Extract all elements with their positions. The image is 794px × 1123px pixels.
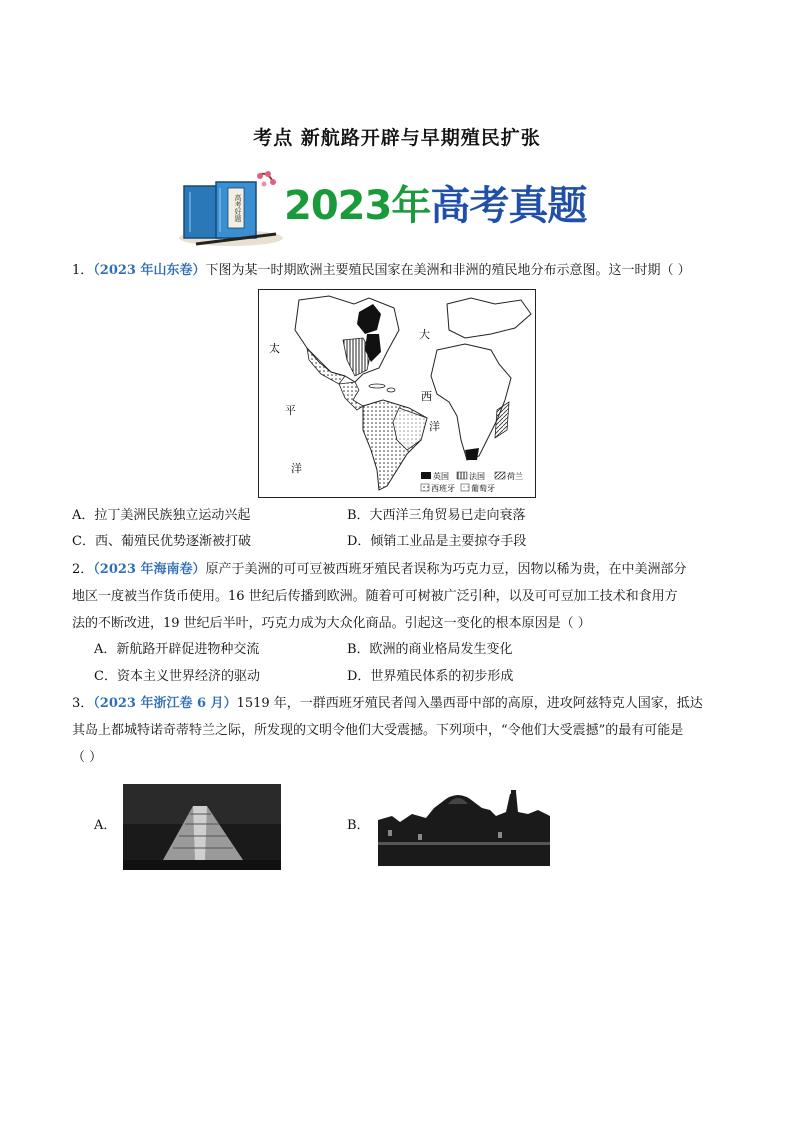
legend-swatch-netherlands: [495, 472, 505, 479]
option-b: B．: [347, 818, 370, 833]
legend-label: 葡萄牙: [471, 484, 495, 493]
question-line: 法的不断改进，19 世纪后半叶，巧克力成为大众化商品。引起这一变化的根本原因是（ ）: [72, 616, 591, 631]
question-1: [72, 257, 724, 284]
question-text: 原产于美洲的可可豆被西班牙殖民者误称为巧克力豆，因物以稀为贵，在中美洲部分: [205, 562, 687, 577]
option-d: D．世界殖民体系的初步形成: [347, 669, 514, 684]
question-text: 下图为某一时期欧洲主要殖民国家在美洲和非洲的殖民地分布示意图。这一时期（ ）: [205, 263, 691, 278]
banner-year: 2023年: [284, 183, 431, 229]
option-a: A．新航路开辟促进物种交流: [94, 642, 260, 657]
pyramid-photo: [123, 784, 281, 870]
question-text: 1519 年，一群西班牙殖民者闯入墨西哥中部的高原，进攻阿兹特克人国家，抵达: [236, 696, 703, 711]
ocean-label: 大: [419, 328, 430, 341]
legend-label: 荷兰: [507, 472, 523, 481]
legend-swatch-france: [457, 472, 467, 479]
banner-heading: [284, 174, 586, 231]
question-2: [72, 556, 724, 637]
section-banner: [176, 168, 616, 248]
question-line: （ ）: [72, 750, 103, 765]
option-a: A．拉丁美洲民族独立运动兴起: [72, 508, 251, 523]
option-b: B．大西洋三角贸易已走向衰落: [347, 508, 526, 523]
question-number: 2．: [72, 562, 94, 577]
question-line: [72, 690, 724, 717]
ocean-label: 平: [285, 404, 296, 417]
ocean-label: 太: [269, 342, 280, 355]
option-a: A．: [94, 818, 117, 833]
question-3: [72, 690, 724, 771]
legend-label: 法国: [469, 472, 485, 481]
question-source: （2023 年海南卷）: [93, 562, 206, 577]
legend-label: 西班牙: [431, 484, 455, 493]
option-d: D．倾销工业品是主要掠夺手段: [347, 534, 527, 549]
question-source: （2023 年山东卷）: [93, 263, 206, 278]
ocean-label: 西: [421, 390, 432, 403]
legend-swatch-britain: [421, 472, 431, 479]
banner-title: 高考真题: [430, 183, 587, 229]
book-label: 高考好题: [234, 194, 242, 222]
option-c: C．西、葡殖民优势逐渐被打破: [72, 534, 251, 549]
option-c: C．资本主义世界经济的驱动: [94, 669, 260, 684]
cathedral-photo: [378, 786, 550, 866]
ocean-label: 洋: [291, 462, 302, 475]
question-source: （2023 年浙江卷 6 月）: [93, 696, 237, 711]
page-title: 考点 新航路开辟与早期殖民扩张: [253, 127, 541, 149]
legend-swatch-spain: [421, 484, 429, 491]
question-number: 1．: [72, 263, 94, 278]
question-line: 地区一度被当作货币使用。16 世纪后传播到欧洲。随着可可树被广泛引种，以及可可豆加工技术和食用方: [72, 589, 678, 604]
colonial-map: [258, 289, 536, 498]
ocean-label: 洋: [429, 420, 440, 433]
question-line: 其岛上都城特诺奇蒂特兰之际，所发现的文明令他们大受震撼。下列项中，“令他们大受震撼”的最有可能是: [72, 723, 684, 738]
option-b: B．欧洲的商业格局发生变化: [347, 642, 513, 657]
question-line: [72, 556, 724, 583]
question-number: 3．: [72, 696, 94, 711]
map-figure: [259, 290, 535, 497]
legend-label: 英国: [433, 472, 449, 481]
